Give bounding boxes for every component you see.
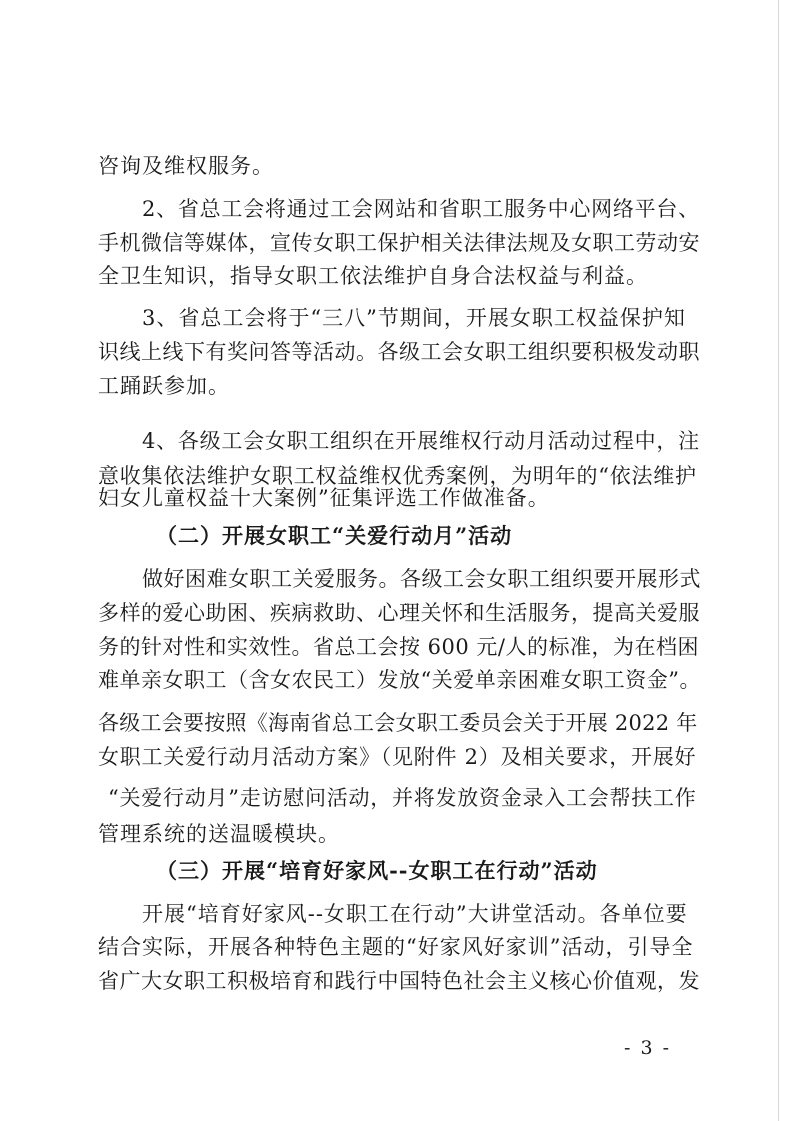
line-text: 手机微信等媒体，宣传女职工保护相关法律法规及女职工劳动安 [98, 231, 700, 255]
line-text: 各级工会要按照《海南省总工会女职工委员会关于开展 2022 年 [98, 711, 698, 735]
line-text: 务的针对性和实效性。省总工会按 600 元/人的标准，为在档困 [98, 635, 700, 659]
line-text: 意收集依法维护女职工权益维权优秀案例，为明年的“依法维护 [98, 464, 697, 488]
line-text: 妇女儿童权益十大案例”征集评选工作做准备。 [98, 486, 550, 510]
line-text: 咨询及维权服务。 [98, 154, 274, 178]
page-number: - 3 - [624, 1037, 672, 1059]
line-text: 难单亲女职工（含女农民工）发放“关爱单亲困难女职工资金”。 [98, 668, 701, 692]
line-text: 识线上线下有奖问答等活动。各级工会女职工组织要积极发动职 [98, 340, 700, 364]
line-text: 全卫生知识，指导女职工依法维护自身合法权益与利益。 [98, 264, 648, 288]
line-text: 多样的爱心助困、疾病救助、心理关怀和生活服务，提高关爱服 [98, 601, 700, 625]
line-text: 2、省总工会将通过工会网站和省职工服务中心网络平台、 [142, 197, 700, 221]
line-text: 省广大女职工积极培育和践行中国特色社会主义核心价值观，发 [98, 969, 700, 993]
line-text: 女职工关爱行动月活动方案》（见附件 2）及相关要求，开展好 [98, 745, 697, 769]
line-text: 3、省总工会将于“三八”节期间，开展女职工权益保护知 [142, 306, 686, 330]
line-text: 工踊跃参加。 [98, 374, 230, 398]
section-heading-text: （三）开展“培育好家风--女职工在行动”活动 [156, 858, 598, 883]
line-text: 管理系统的送温暖模块。 [98, 822, 340, 846]
line-text: 结合实际，开展各种特色主题的“好家风好家训”活动，引导全 [98, 935, 694, 959]
line-text: 开展“培育好家风--女职工在行动”大讲堂活动。各单位要 [142, 902, 688, 926]
scan-edge-line [778, 0, 779, 1121]
section-heading-text: （二）开展女职工“关爱行动月”活动 [156, 523, 513, 548]
line-text: 做好困难女职工关爱服务。各级工会女职工组织要开展形式 [142, 567, 701, 591]
line-text: “关爱行动月”走访慰问活动，并将发放资金录入工会帮扶工作 [108, 786, 697, 810]
line-text: 4、各级工会女职工组织在开展维权行动月活动过程中，注 [142, 429, 700, 453]
